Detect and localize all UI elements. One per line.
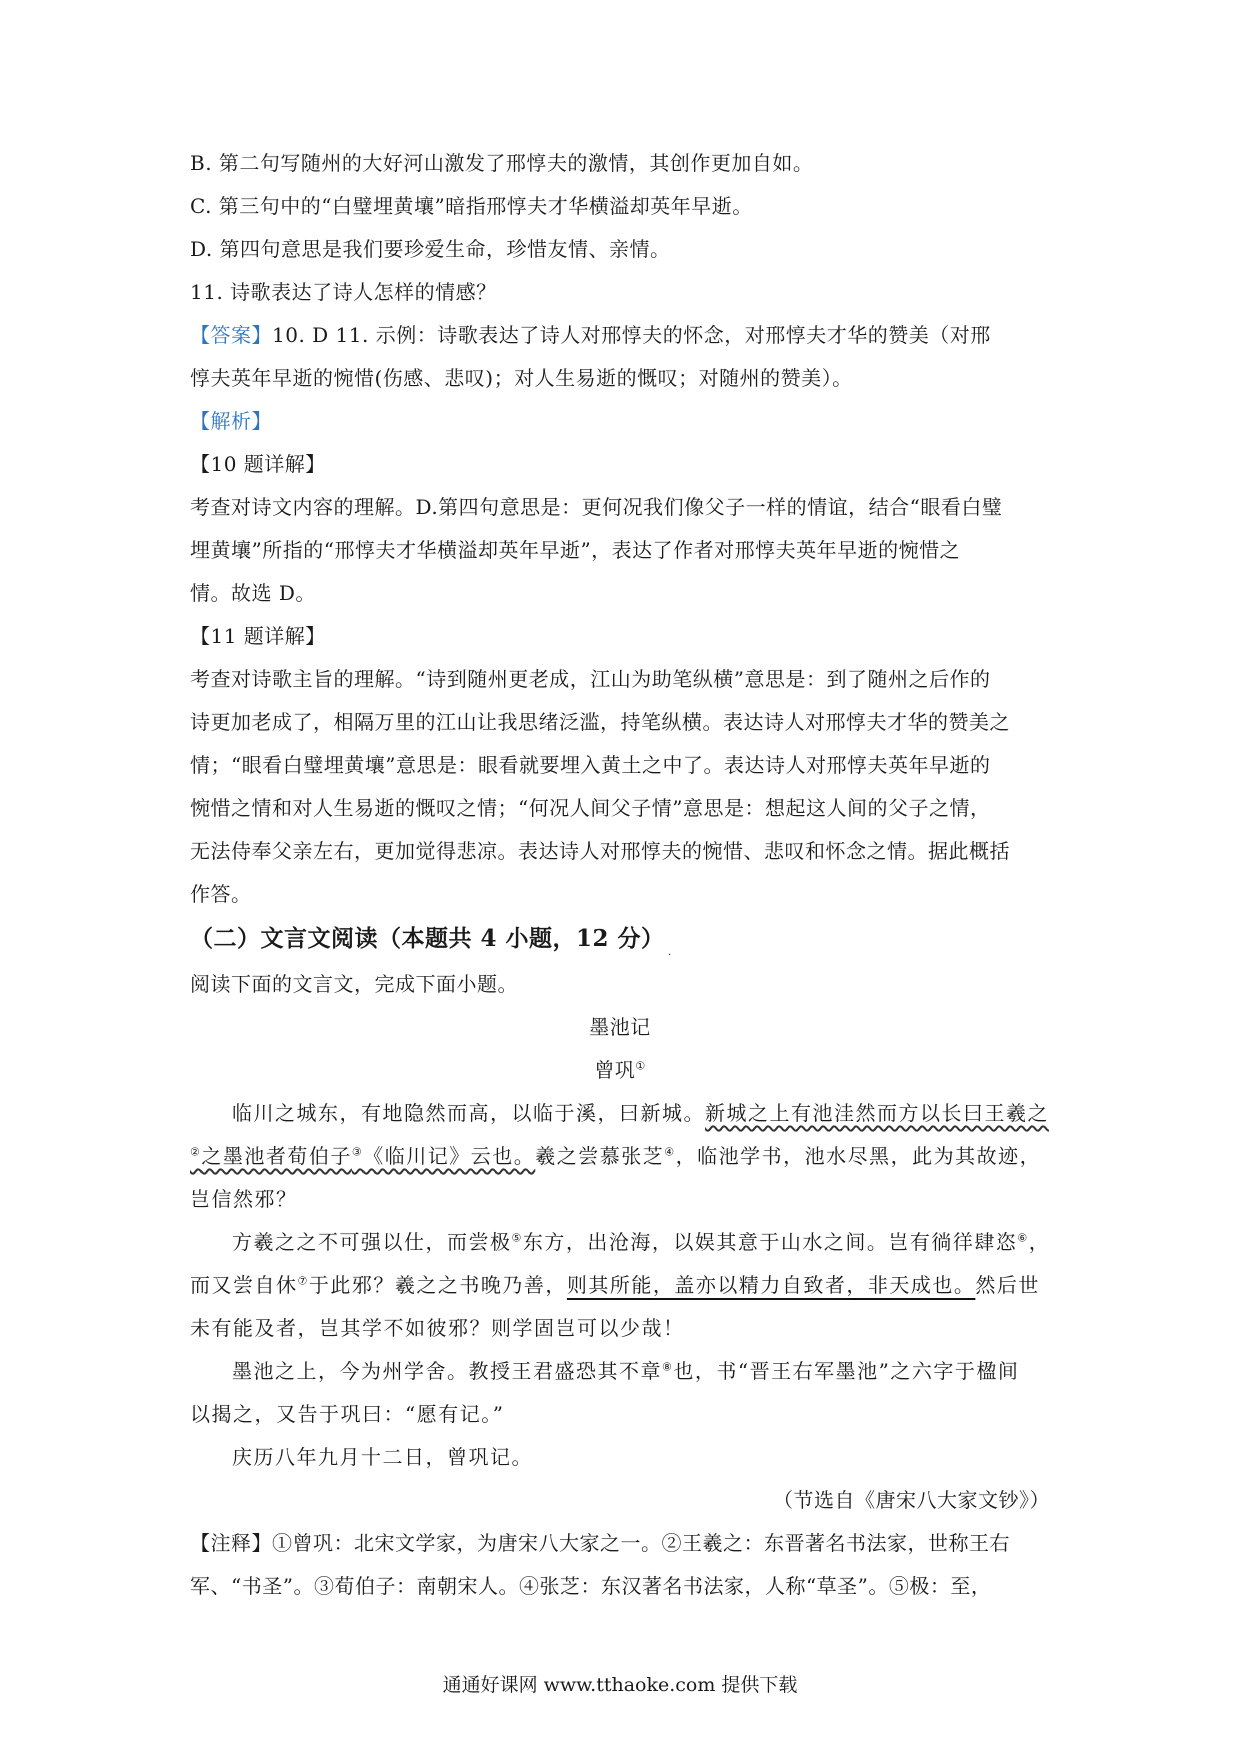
passage-p2-line-3: 未有能及者，岂其学不如彼邪？则学固岂可以少哉！	[190, 1316, 685, 1340]
passage-p4: 庆历八年九月十二日，曾巩记。	[232, 1445, 533, 1469]
instruction: 阅读下面的文言文，完成下面小题。	[190, 972, 518, 996]
stray-dot: .	[668, 947, 672, 958]
option-b: B. 第二句写随州的大好河山激发了邢惇夫的激情，其创作更加自如。	[190, 151, 814, 175]
q10-detail-line: 埋黄壤”所指的“邢惇夫才华横溢却英年早逝”，表达了作者对邢惇夫英年早逝的惋惜之	[190, 538, 961, 562]
answer-text: 10. D 11. 示例：诗歌表达了诗人对邢惇夫的怀念，对邢惇夫才华的赞美（对邢	[272, 323, 991, 347]
q11-detail-line: 诗更加老成了，相隔万里的江山让我思绪泛滥，持笔纵横。表达诗人对邢惇夫才华的赞美之	[190, 710, 1010, 734]
q11-detail-line: 作答。	[190, 882, 252, 906]
answer-line-2: 惇夫英年早逝的惋惜(伤感、悲叹)；对人生易逝的慨叹；对随州的赞美）。	[190, 366, 853, 390]
wavy-underlined-sentence-cont: ②之墨池者荀伯子③《临川记》云也。	[190, 1144, 536, 1168]
passage-title: 墨池记	[589, 1015, 651, 1039]
wavy-underlined-sentence: 新城之上有池洼然而方以长曰王羲之	[705, 1101, 1049, 1125]
straight-underlined-sentence: 则其所能，盖亦以精力自致者，非天成也。	[566, 1273, 976, 1297]
section-heading: （二）文言文阅读（本题共 4 小题，12 分）	[190, 925, 665, 952]
q10-detail-line: 情。故选 D。	[190, 581, 316, 605]
q11-detail-line: 情；“眼看白璧埋黄壤”意思是：眼看就要埋入黄土之中了。表达诗人对邢惇夫英年早逝的	[190, 753, 991, 777]
option-c: C. 第三句中的“白璧埋黄壤”暗指邢惇夫才华横溢却英年早逝。	[190, 194, 753, 218]
passage-source: （节选自《唐宋八大家文钞》）	[773, 1488, 1050, 1512]
option-d: D. 第四句意思是我们要珍爱生命，珍惜友情、亲情。	[190, 237, 671, 261]
analysis-label: 【解析】	[190, 409, 272, 433]
q11-detail-line: 惋惜之情和对人生易逝的慨叹之情；“何况人间父子情”意思是：想起这人间的父子之情，	[190, 796, 991, 820]
passage-author: 曾巩①	[594, 1058, 646, 1082]
answer-label: 【答案】	[190, 323, 272, 347]
q11-detail-line: 无法侍奉父亲左右，更加觉得悲凉。表达诗人对邢惇夫的惋惜、悲叹和怀念之情。据此概括	[190, 839, 1010, 863]
passage-p3-line-2: 以揭之，又告于巩曰：“愿有记。”	[190, 1402, 505, 1426]
q10-detail-line: 考查对诗文内容的理解。D.第四句意思是：更何况我们像父子一样的情谊，结合“眼看白璧	[190, 495, 1003, 519]
answer-line-1	[190, 320, 991, 350]
passage-p1-line-2: ②之墨池者荀伯子③《临川记》云也。羲之尝慕张芝④，临池学书，池水尽黑，此为其故迹，	[190, 1144, 1042, 1168]
passage-p3-line-1: 墨池之上，今为州学舍。教授王君盛恐其不章⑧也，书“晋王右军墨池”之六字于楹间	[232, 1359, 1020, 1383]
q11-detail-line: 考查对诗歌主旨的理解。“诗到随州更老成，江山为助笔纵横”意思是：到了随州之后作的	[190, 667, 991, 691]
notes-line-2: 军、“书圣”。③荀伯子：南朝宋人。④张芝：东汉著名书法家，人称“草圣”。⑤极：至，	[190, 1574, 992, 1598]
passage-p2-line-1: 方羲之之不可强以仕，而尝极⑤东方，出沧海，以娱其意于山水之间。岂有徜徉肆恣⑥，	[232, 1230, 1051, 1254]
question-11: 11. 诗歌表达了诗人怎样的情感？	[190, 280, 497, 304]
q10-detail-title: 【10 题详解】	[190, 452, 326, 476]
passage-p1-line-3: 岂信然邪？	[190, 1187, 298, 1211]
passage-p1-line-1: 临川之城东，有地隐然而高，以临于溪，曰新城。新城之上有池洼然而方以长曰王羲之	[232, 1101, 1049, 1125]
notes-line-1: 【注释】①曾巩：北宋文学家，为唐宋八大家之一。②王羲之：东晋著名书法家，世称王右	[190, 1531, 1010, 1555]
passage-p2-line-2: 而又尝自休⑦于此邪？羲之之书晚乃善，则其所能，盖亦以精力自致者，非天成也。然后世	[190, 1273, 1040, 1297]
footer: 通通好课网 www.tthaoke.com 提供下载	[442, 1674, 798, 1696]
q11-detail-title: 【11 题详解】	[190, 624, 326, 648]
